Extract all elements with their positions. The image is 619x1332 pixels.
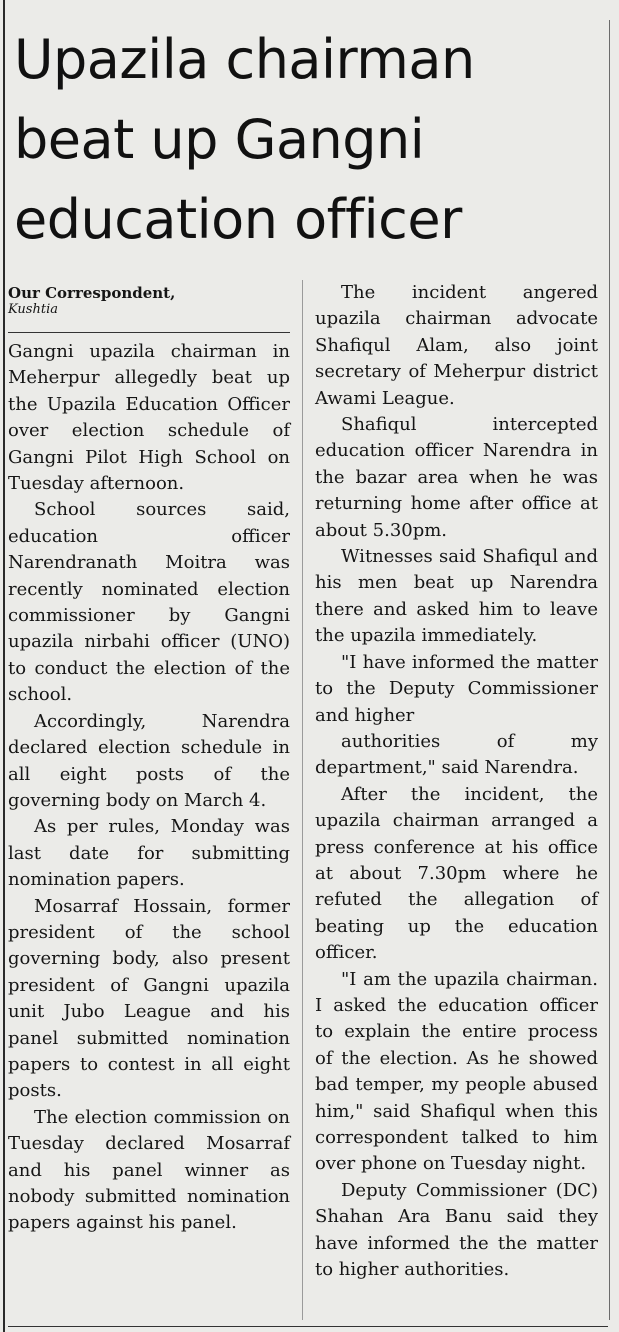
paragraph: The incident angered upazila chairman advocate Shafiqul Alam, also joint secretary of Meherpur district Awami League. (315, 282, 598, 409)
article-column-left (8, 284, 290, 1237)
paragraph: Gangni upazila chairman in Meherpur allegedly beat up the Upazila Education Officer over election schedule of Gangni Pilot High School on Tuesday afternoon. (8, 341, 290, 495)
clipping-left-edge (3, 0, 5, 1332)
byline-author: Our Correspondent, (8, 284, 176, 302)
article-column-right (315, 280, 598, 1283)
paragraph: Deputy Commissioner (DC) Shahan Ara Banu said they have informed the the matter to higher authorities. (315, 1179, 598, 1281)
headline: Upazila chairman beat up Gangni education officer (14, 28, 475, 251)
paragraph: School sources said, education officer Narendranath Moitra was recently nominated election commissioner by Gangni upazila nirbahi officer (UNO) to conduct the election of the school. (8, 499, 290, 706)
paragraph: Mosarraf Hossain, former president of the school governing body, also present president of Gangni upazila unit Jubo League and his panel submitted nomination papers to contest in all eight posts. (8, 895, 290, 1102)
paragraph: Witnesses said Shafiqul and his men beat up Narendra there and asked him to leave the upazila immediately. (315, 546, 598, 647)
paragraph: The election commission on Tuesday declared Mosarraf and his panel winner as nobody submitted nomination papers against his panel. (8, 1106, 290, 1234)
paragraph: "I am the upazila chairman. I asked the education officer to explain the entire process of the election. As he showed bad temper, my people abused him," said Shafiqul when this correspondent talked to him over phone on Tuesday night. (315, 968, 598, 1175)
byline-divider (8, 332, 290, 333)
paragraph: "I have informed the matter to the Deputy Commissioner and higher (315, 651, 598, 726)
paragraph: Shafiqul intercepted education officer Narendra in the bazar area when he was returning home after office at about 5.30pm. (315, 414, 598, 541)
bottom-divider (8, 1326, 608, 1327)
paragraph: As per rules, Monday was last date for submitting nomination papers. (8, 816, 290, 891)
column-divider (302, 280, 303, 1320)
paragraph: authorities of my department," said Narendra. (315, 730, 598, 779)
clipping-right-edge (609, 20, 610, 1320)
paragraph: Accordingly, Narendra declared election schedule in all eight posts of the governing body on March 4. (8, 710, 290, 811)
paragraph: After the incident, the upazila chairman arranged a press conference at his office at about 7.30pm where he refuted the allegation of beating up the education officer. (315, 783, 598, 964)
byline-location: Kushtia (8, 302, 58, 317)
